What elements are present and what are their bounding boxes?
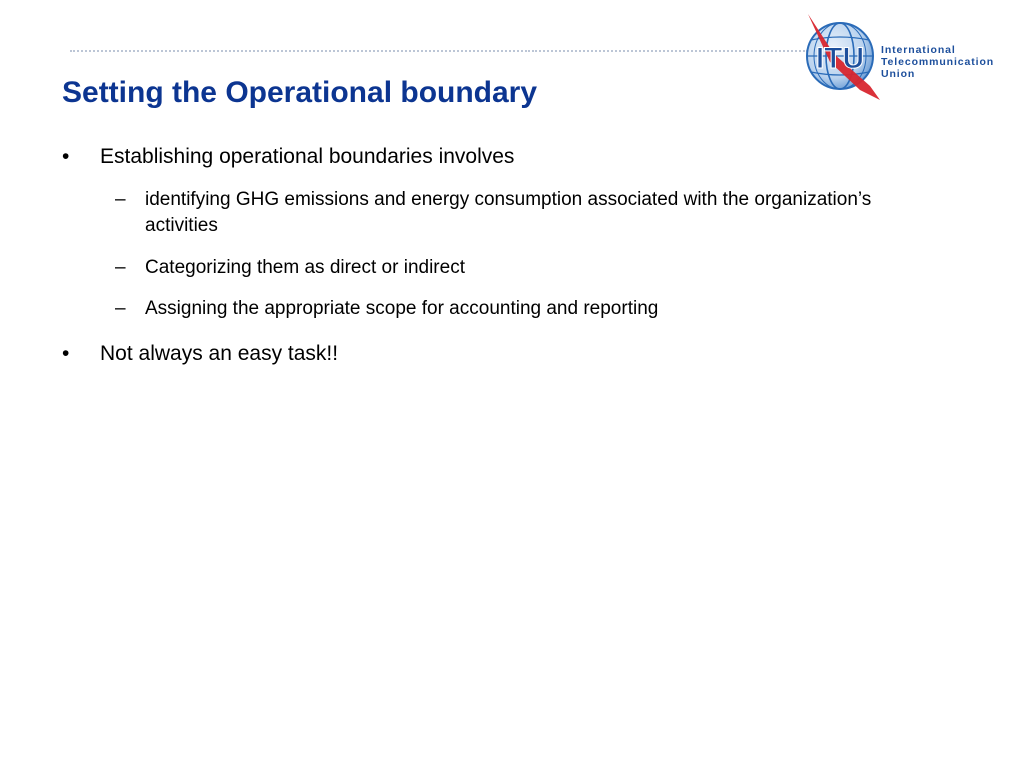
itu-mark-text: ITU	[815, 42, 865, 75]
sub-bullet-text: Categorizing them as direct or indirect	[145, 257, 465, 278]
bullet-text: Not always an easy task!!	[100, 342, 339, 365]
sub-bullet-item	[115, 187, 875, 239]
itu-wordmark-line-1: International	[881, 44, 956, 56]
sub-bullet-marker: –	[115, 189, 126, 210]
bullet-marker: •	[62, 342, 70, 365]
itu-wordmark-line-2: Telecommunication	[881, 56, 995, 68]
itu-wordmark-line-3: Union	[881, 68, 916, 80]
sub-bullet-text: Assigning the appropriate scope for accounting and reporting	[145, 298, 659, 319]
sub-bullet-text: identifying GHG emissions and energy consumption associated with the organization’s activities	[145, 189, 872, 236]
sub-bullet-item	[115, 255, 875, 281]
sub-bullet-marker: –	[115, 257, 126, 278]
sub-bullet-item	[115, 296, 875, 322]
bullet-text: Establishing operational boundaries involves	[100, 145, 515, 168]
bullet-marker: •	[62, 145, 70, 168]
slide-title: Setting the Operational boundary	[62, 76, 538, 109]
sub-bullet-marker: –	[115, 298, 126, 319]
